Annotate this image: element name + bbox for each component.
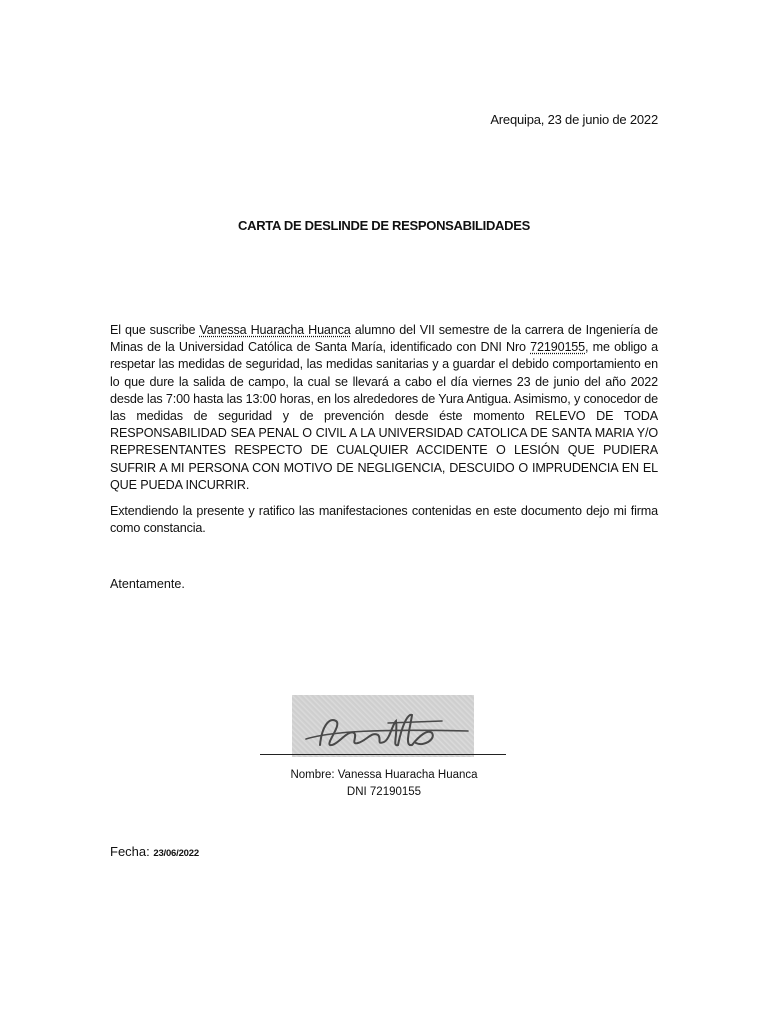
p1-middle: alumno del VII semestre de la carrera de Ingeniería de Minas de la Universidad Católica de Santa María, identificado con DNI Nro (110, 323, 658, 355)
letter-body (110, 322, 658, 546)
body-paragraph-1 (110, 322, 658, 494)
closing-line: Atentamente. (110, 577, 185, 591)
signer-dni: 72190155 (530, 340, 586, 355)
signature-line (260, 754, 506, 755)
document-title: CARTA DE DESLINDE DE RESPONSABILIDADES (238, 218, 530, 233)
signer-dni-line: DNI 72190155 (346, 786, 422, 798)
date-field (110, 844, 199, 859)
signature-scribble (292, 695, 474, 757)
signer-name: Vanessa Huaracha Huanca (199, 323, 351, 337)
date-line: Arequipa, 23 de junio de 2022 (490, 112, 658, 127)
body-paragraph-2: Extendiendo la presente y ratifico las manifestaciones contenidas en este documento dejo mi firma como constancia. (110, 504, 658, 536)
date-field-value: 23/06/2022 (153, 848, 199, 859)
p1-rest: , me obligo a respetar las medidas de seguridad, las medidas sanitarias y a guardar el debido comportamiento en lo que dure la salida de campo, la cual se llevará a cabo el día viernes 23 de junio del año 2022 desde las 7:00 hasta las 13:00 horas, en los alrededores de Yura Antigua. Asimismo, y conocedor de las medidas de seguridad y de prevención desde éste momento RELEVO DE TODA RESPONSABILIDAD SEA PENAL O CIVIL A LA UNIVERSIDAD CATOLICA DE SANTA MARIA Y/O REPRESENTANTES RESPECTO DE CUALQUIER ACCIDENTE O LESIÓN QUE PUDIERA SUFRIR A MI PERSONA CON MOTIVO DE NEGLIGENCIA, DESCUIDO O IMPRUDENCIA EN EL QUE PUEDA INCURRIR. (110, 340, 658, 492)
signature-image (292, 695, 474, 757)
date-field-label: Fecha: (110, 844, 154, 859)
p1-intro: El que suscribe (110, 323, 200, 337)
signer-name-line: Nombre: Vanessa Huaracha Huanca (290, 769, 478, 781)
